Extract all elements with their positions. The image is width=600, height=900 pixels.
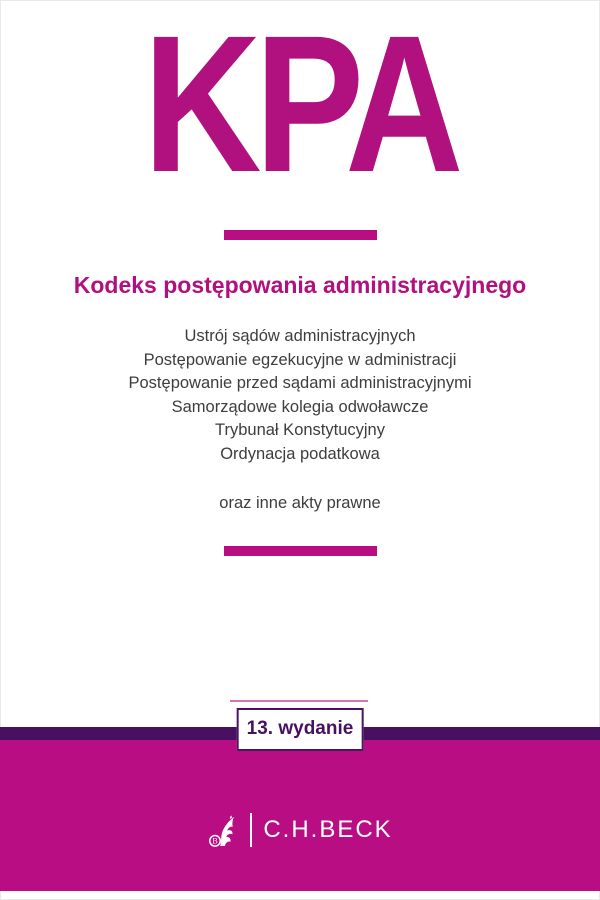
related-act-item: Postępowanie przed sądami administracyjnymi xyxy=(128,374,472,392)
related-act-item: Samorządowe kolegia odwoławcze xyxy=(171,397,429,416)
related-act-item: Ordynacja podatkowa xyxy=(220,444,380,463)
title-divider-bar xyxy=(224,230,377,240)
publisher-logo xyxy=(0,810,600,850)
related-act-item: Trybunał Konstytucyjny xyxy=(215,421,385,439)
edition-badge: 13. wydanie xyxy=(237,708,364,751)
bottom-divider-bar xyxy=(224,546,377,556)
other-acts-note: oraz inne akty prawne xyxy=(219,494,381,512)
publisher-wordmark: C.H.BECK xyxy=(263,816,393,843)
beck-griffin-icon xyxy=(207,812,239,848)
book-title: KPA xyxy=(143,0,457,213)
book-subtitle: Kodeks postępowania administracyjnego xyxy=(73,272,527,298)
badge-accent-line xyxy=(230,700,368,702)
beck-monogram: B xyxy=(212,836,218,846)
related-act-item: Ustrój sądów administracyjnych xyxy=(184,327,416,345)
related-acts-list xyxy=(0,325,600,466)
related-act-item: Postępowanie egzekucyjne w administracji xyxy=(143,350,457,369)
logo-separator xyxy=(250,813,252,847)
